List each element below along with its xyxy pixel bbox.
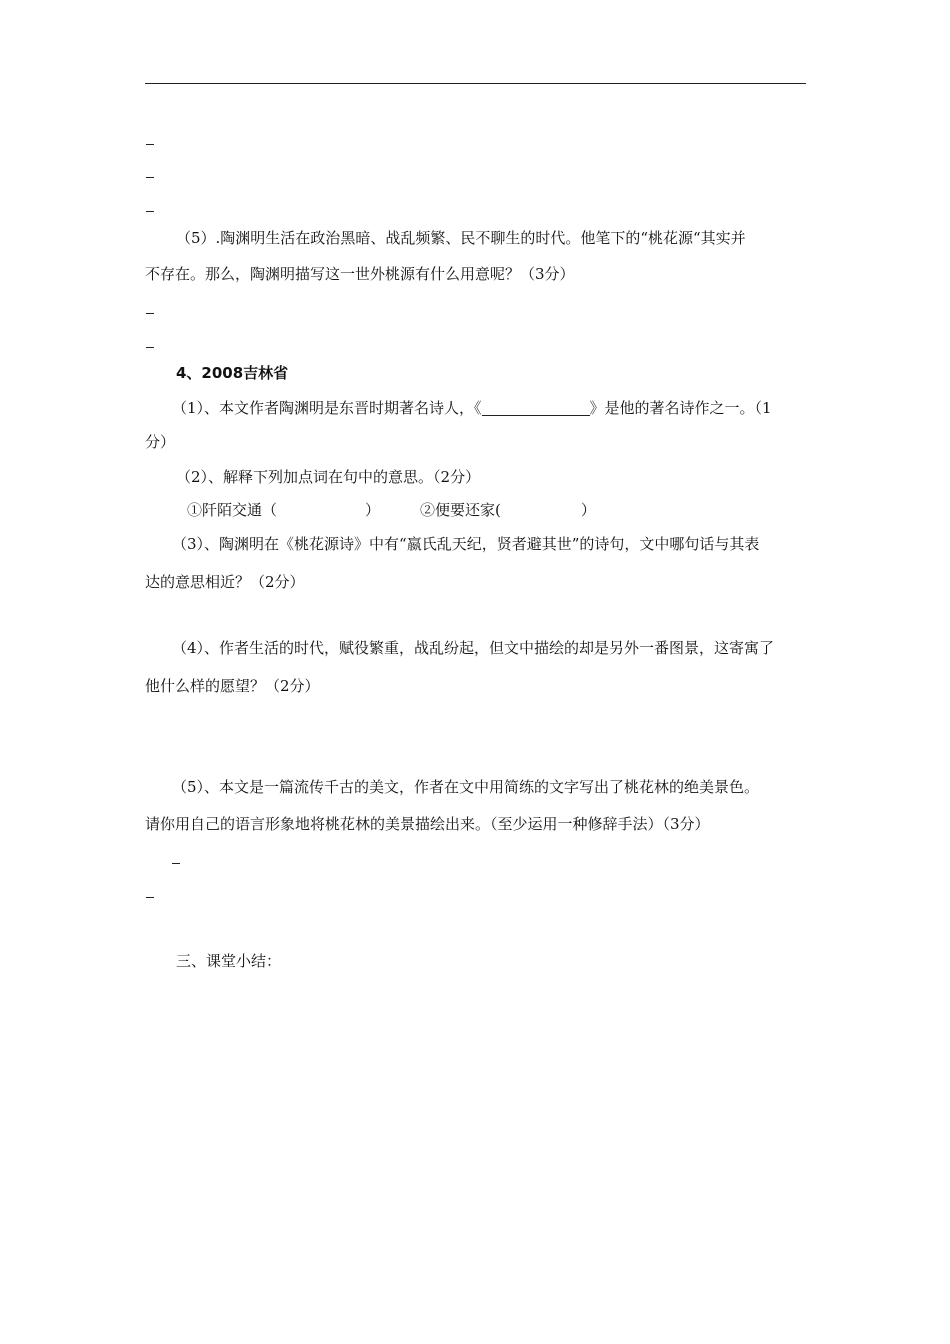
s4-question-1-text-a: （1）、本文作者陶渊明是东晋时期著名诗人，《 xyxy=(172,399,482,417)
answer-blank-mark xyxy=(172,863,180,864)
s4-question-3-line-1: （3）、陶渊明在《桃花源诗》中有“嬴氏乱天纪，贤者避其世”的诗句，文中哪句话与其表 xyxy=(172,535,760,553)
item-1-close: ） xyxy=(365,501,381,519)
answer-blank-mark xyxy=(146,313,154,314)
answer-blank-mark xyxy=(146,897,154,898)
answer-blank-mark xyxy=(146,211,154,212)
answer-blank-mark xyxy=(146,177,154,178)
s4-question-2-items xyxy=(187,500,596,520)
s4-question-1-text-b: 》是他的著名诗作之一。（1 xyxy=(589,399,772,417)
s4-question-1-line-1 xyxy=(172,398,772,418)
header-rule xyxy=(145,83,806,84)
s4-question-1-line-2: 分） xyxy=(145,433,176,451)
answer-blank-mark xyxy=(146,347,154,348)
question-5-line-1: （5）.陶渊明生活在政治黑暗、战乱频繁、民不聊生的时代。他笔下的“桃花源“其实并 xyxy=(176,229,746,247)
answer-blank-mark xyxy=(146,144,154,145)
item-2-close: ） xyxy=(580,501,596,519)
s4-question-4-line-1: （4）、作者生活的时代，赋役繁重，战乱纷起，但文中描绘的却是另外一番图景，这寄寓了 xyxy=(172,639,775,657)
s4-question-3-line-2: 达的意思相近？（2分） xyxy=(145,573,305,591)
s4-question-4-line-2: 他什么样的愿望？（2分） xyxy=(145,677,320,695)
s4-question-5-line-2: 请你用自己的语言形象地将桃花林的美景描绘出来。（至少运用一种修辞手法）（3分） xyxy=(145,815,710,833)
s4-question-5-line-1: （5）、本文是一篇流传千古的美文，作者在文中用简练的文字写出了桃花林的绝美景色。 xyxy=(172,778,760,796)
question-5-line-2: 不存在。那么，陶渊明描写这一世外桃源有什么用意呢？（3分） xyxy=(145,265,575,283)
item-1-label: ①阡陌交通（ xyxy=(187,501,278,519)
section-4-heading: 4、2008吉林省 xyxy=(176,364,289,382)
item-2-label: ②便要还家( xyxy=(420,501,501,519)
section-3-heading: 三、课堂小结： xyxy=(176,952,282,970)
s4-question-2: （2）、解释下列加点词在句中的意思。（2分） xyxy=(176,468,481,486)
fill-in-blank[interactable] xyxy=(482,399,590,416)
